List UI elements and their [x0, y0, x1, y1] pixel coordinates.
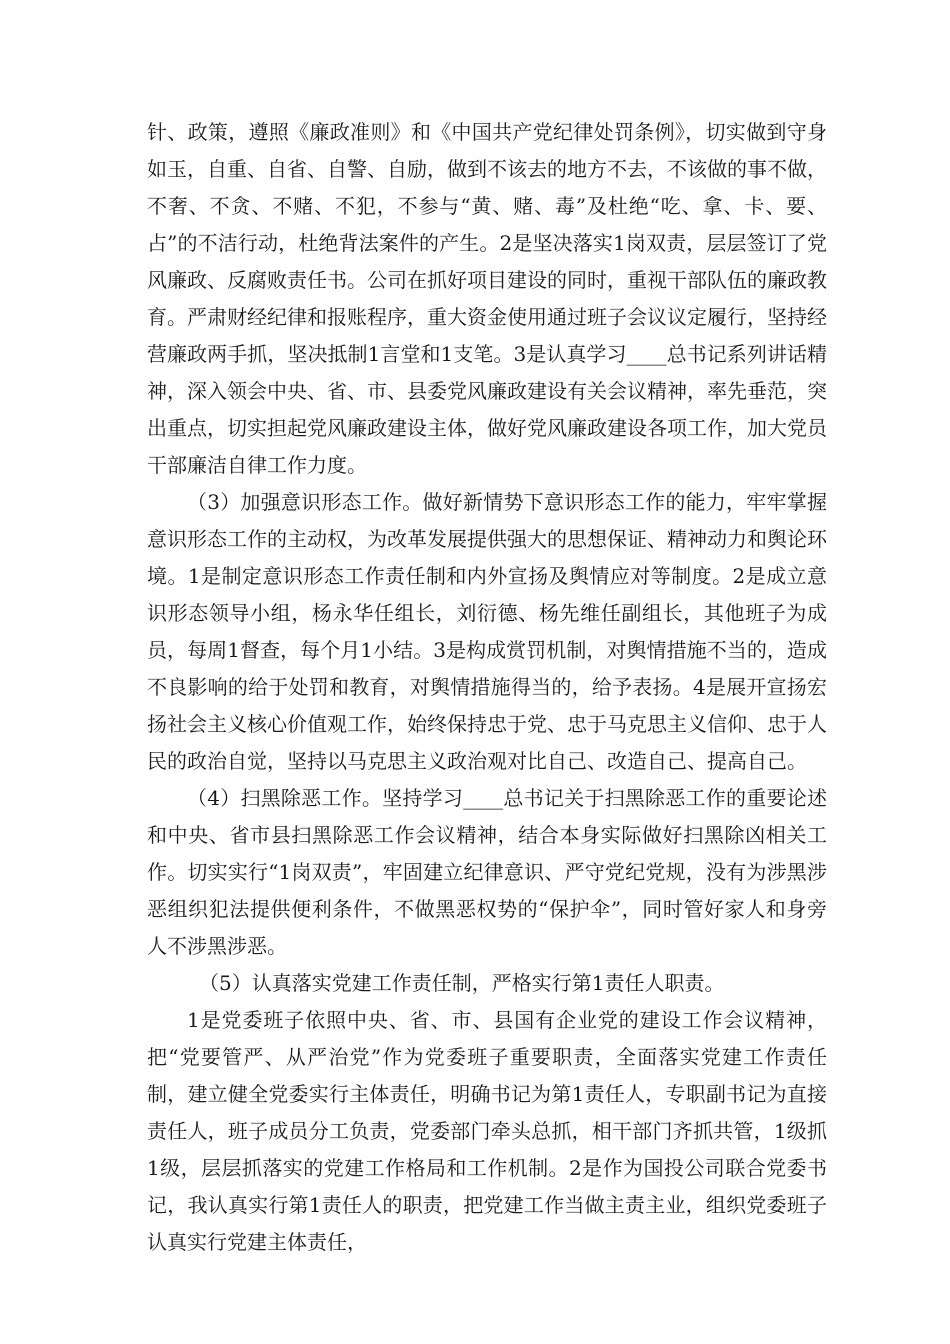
paragraph-party-responsibility-heading: （5）认真落实党建工作责任制，严格实行第1责任人职责。 [199, 971, 725, 995]
paragraph-discipline-continued: 针、政策，遵照《廉政准则》和《中国共产党纪律处罚条例》，切实做到守身如玉，自重、自省、自警、自励，做到不该去的地方不去，不该做的事不做，不奢、不贪、不赌、不犯，不参与“黄、赌、毒”及杜绝“吃、拿、卡、要、占”的不洁行动，杜绝背法案件的产生。2是坚决落实1岗双责，层层签订了党风廉政、反腐败责任书。公司在抓好项目建设的同时，重视干部队伍的廉政教育。严肃财经纪律和报账程序，重大资金使用通过班子会议议定履行，坚持经营廉政两手抓，坚决抵制1言堂和1支笔。3是认真学习____总书记系列讲话精神，深入领会中央、省、市、县委党风廉政建设有关会议精神，率先垂范，突出重点，切实担起党风廉政建设主体，做好党风廉政建设各项工作，加大党员干部廉洁自律工作力度。 [147, 120, 827, 477]
paragraph-anti-crime-work: （4）扫黑除恶工作。坚持学习____总书记关于扫黑除恶工作的重要论述和中央、省市县扫黑除恶工作会议精神，结合本身实际做好扫黑除凶相关工作。切实实行“1岗双责”，牢固建立纪律意识、严守党纪党规，没有为涉黑涉恶组织犯法提供便利条件，不做黑恶权势的“保护伞”，同时管好家人和身旁人不涉黑涉恶。 [147, 786, 827, 958]
paragraph-party-building: 1是党委班子依照中央、省、市、县国有企业党的建设工作会议精神，把“党要管严、从严治党”作为党委班子重要职责，全面落实党建工作责任制，建立健全党委实行主体责任，明确书记为第1责任人，专职副书记为直接责任人，班子成员分工负责，党委部门牵头总抓，相干部门齐抓共管，1级抓1级，层层抓落实的党建工作格局和工作机制。2是作为国投公司联合党委书记，我认真实行第1责任人的职责，把党建工作当做主责主业，组织党委班子认真实行党建主体责任， [147, 1008, 827, 1254]
document-body [147, 114, 827, 1261]
paragraph-ideology-work: （3）加强意识形态工作。做好新情势下意识形态工作的能力，牢牢掌握意识形态工作的主动权，为改革发展提供强大的思想保证、精神动力和舆论环境。1是制定意识形态工作责任制和内外宣扬及舆情应对等制度。2是成立意识形态领导小组，杨永华任组长，刘衍德、杨先维任副组长，其他班子为成员，每周1督查，每个月1小结。3是构成赏罚机制，对舆情措施不当的，造成不良影响的给于处罚和教育，对舆情措施得当的，给予表扬。4是展开宣扬宏扬社会主义核心价值观工作，始终保持忠于党、忠于马克思主义信仰、忠于人民的政治自觉，坚持以马克思主义政治观对比自己、改造自己、提高自己。 [147, 490, 827, 773]
